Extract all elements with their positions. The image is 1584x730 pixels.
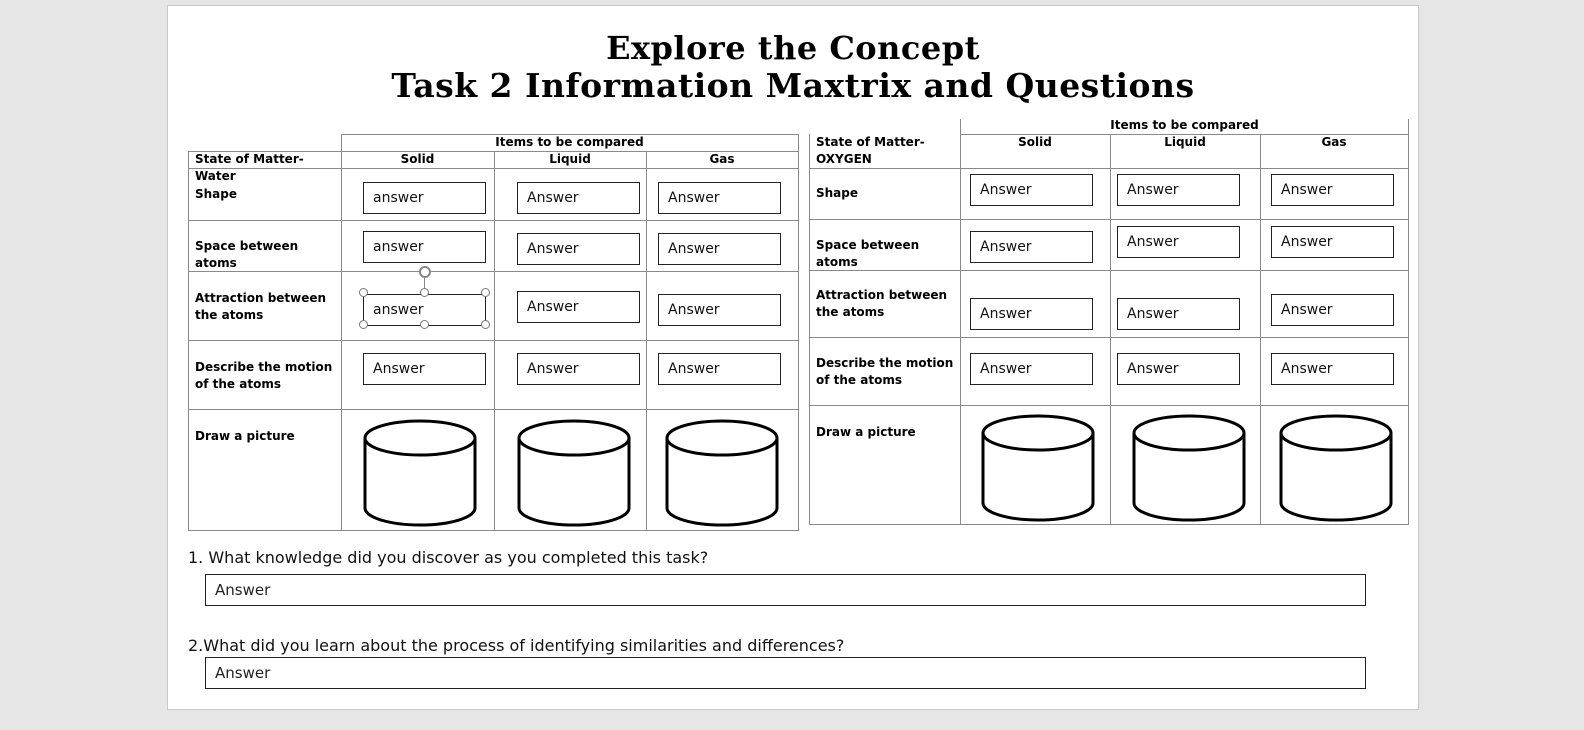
resize-handle-top[interactable] bbox=[420, 288, 429, 297]
cylinder-icon bbox=[981, 413, 1095, 523]
oxygen-row-attraction: Attraction between the atoms bbox=[816, 288, 948, 319]
page-subtitle: Task 2 Information Maxtrix and Questions bbox=[391, 66, 1195, 105]
oxygen-shape-gas-answer[interactable]: Answer bbox=[1271, 174, 1394, 206]
question-2: 2.What did you learn about the process of identifying similarities and differences? bbox=[188, 636, 845, 655]
oxygen-col-liquid: Liquid bbox=[1164, 135, 1206, 149]
water-row-motion: Describe the motion of the atoms bbox=[195, 360, 333, 391]
cylinder-icon bbox=[517, 418, 631, 528]
water-row-shape: Shape bbox=[195, 187, 238, 201]
document-page bbox=[167, 5, 1419, 710]
oxygen-shape-liquid-answer[interactable]: Answer bbox=[1117, 174, 1240, 206]
water-motion-solid-answer[interactable]: Answer bbox=[363, 353, 486, 385]
oxygen-space-solid-answer[interactable]: Answer bbox=[970, 231, 1093, 263]
oxygen-shape-solid-answer[interactable]: Answer bbox=[970, 174, 1093, 206]
water-shape-solid-answer[interactable]: answer bbox=[363, 182, 486, 214]
oxygen-row-picture: Draw a picture bbox=[816, 425, 916, 439]
rotate-handle-icon[interactable] bbox=[419, 266, 431, 278]
oxygen-space-liquid-answer[interactable]: Answer bbox=[1117, 226, 1240, 258]
question-1: 1. What knowledge did you discover as you completed this task? bbox=[188, 548, 709, 567]
water-motion-gas-answer[interactable]: Answer bbox=[658, 353, 781, 385]
oxygen-attraction-solid-answer[interactable]: Answer bbox=[970, 298, 1093, 330]
cylinder-icon bbox=[665, 418, 779, 528]
oxygen-attraction-gas-answer[interactable]: Answer bbox=[1271, 294, 1394, 326]
oxygen-group-header: Items to be compared bbox=[1110, 118, 1259, 132]
cylinder-icon bbox=[363, 418, 477, 528]
oxygen-space-gas-answer[interactable]: Answer bbox=[1271, 226, 1394, 258]
oxygen-attraction-liquid-answer[interactable]: Answer bbox=[1117, 298, 1240, 330]
water-attraction-liquid-answer[interactable]: Answer bbox=[517, 291, 640, 323]
water-group-header: Items to be compared bbox=[495, 135, 644, 149]
water-shape-liquid-answer[interactable]: Answer bbox=[517, 182, 640, 214]
water-row-space: Space between atoms bbox=[195, 239, 299, 270]
oxygen-row-motion: Describe the motion of the atoms bbox=[816, 356, 954, 387]
question-2-answer[interactable]: Answer bbox=[205, 657, 1366, 689]
oxygen-col-solid: Solid bbox=[1018, 135, 1052, 149]
cylinder-icon bbox=[1132, 413, 1246, 523]
oxygen-motion-liquid-answer[interactable]: Answer bbox=[1117, 353, 1240, 385]
oxygen-motion-gas-answer[interactable]: Answer bbox=[1271, 353, 1394, 385]
oxygen-motion-solid-answer[interactable]: Answer bbox=[970, 353, 1093, 385]
oxygen-row-space: Space between atoms bbox=[816, 238, 920, 269]
oxygen-corner-header: State of Matter-OXYGEN bbox=[816, 135, 925, 166]
water-col-liquid: Liquid bbox=[549, 152, 591, 166]
question-1-answer[interactable]: Answer bbox=[205, 574, 1366, 606]
water-space-solid-answer[interactable]: answer bbox=[363, 231, 486, 263]
water-motion-liquid-answer[interactable]: Answer bbox=[517, 353, 640, 385]
page-title: Explore the Concept bbox=[606, 29, 980, 67]
water-shape-gas-answer[interactable]: Answer bbox=[658, 182, 781, 214]
resize-handle-bottom-right[interactable] bbox=[481, 320, 490, 329]
water-attraction-solid-answer[interactable]: answer bbox=[363, 294, 486, 326]
water-row-picture: Draw a picture bbox=[195, 429, 295, 443]
water-corner-header: State of Matter-Water bbox=[195, 152, 304, 183]
water-col-solid: Solid bbox=[400, 152, 435, 166]
water-col-gas: Gas bbox=[709, 152, 735, 166]
water-attraction-gas-answer[interactable]: Answer bbox=[658, 294, 781, 326]
water-space-liquid-answer[interactable]: Answer bbox=[517, 233, 640, 265]
water-row-attraction: Attraction between the atoms bbox=[195, 291, 327, 322]
resize-handle-bottom[interactable] bbox=[420, 320, 429, 329]
resize-handle-top-right[interactable] bbox=[481, 288, 490, 297]
oxygen-row-shape: Shape bbox=[816, 186, 859, 200]
cylinder-icon bbox=[1279, 413, 1393, 523]
resize-handle-bottom-left[interactable] bbox=[359, 320, 368, 329]
water-space-gas-answer[interactable]: Answer bbox=[658, 233, 781, 265]
oxygen-col-gas: Gas bbox=[1321, 135, 1347, 149]
resize-handle-top-left[interactable] bbox=[359, 288, 368, 297]
